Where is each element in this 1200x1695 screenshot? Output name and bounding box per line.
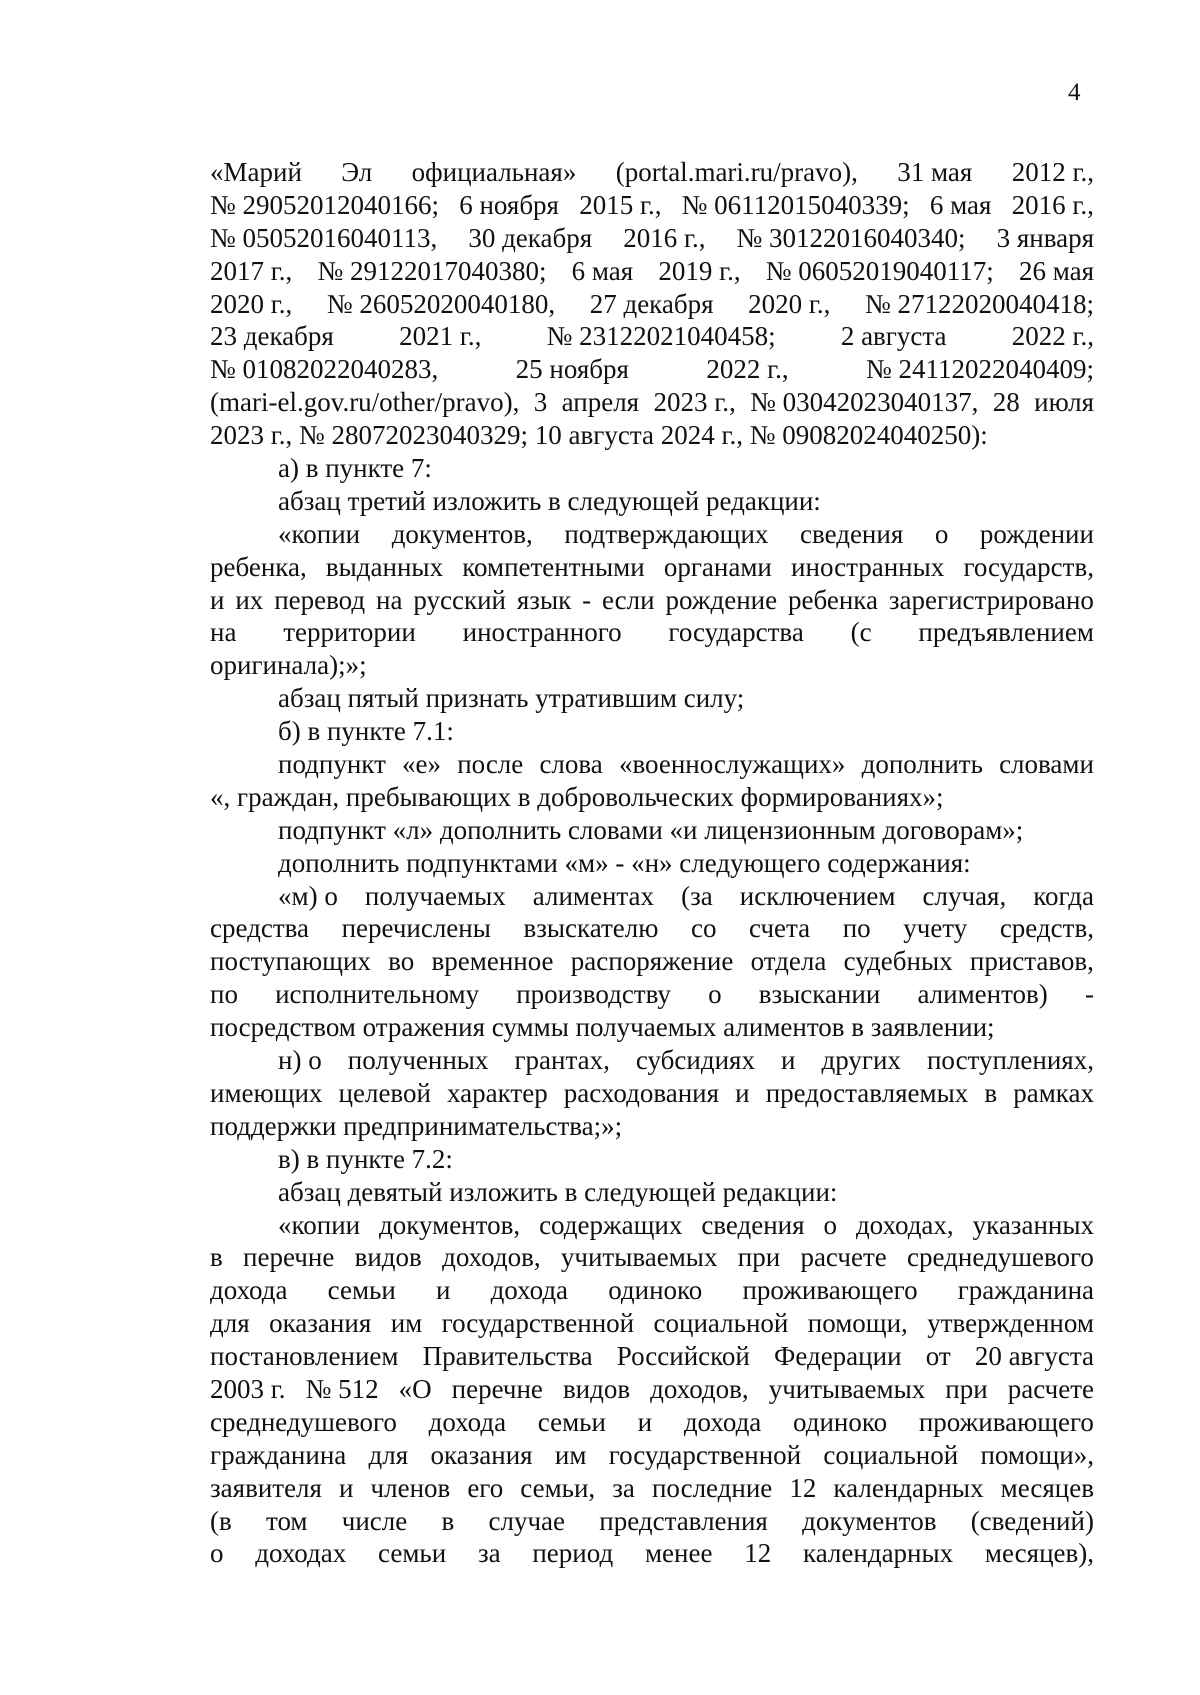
text-segment: среднедушевого <box>907 1242 1094 1273</box>
text-segment: на <box>376 584 403 615</box>
text-segment: перевод <box>274 584 366 615</box>
text-segment: 3 января <box>996 222 1094 253</box>
text-segment: исключением <box>739 880 896 911</box>
text-line <box>210 386 1094 419</box>
text-segment: период <box>532 1538 614 1569</box>
text-segment: в <box>441 1505 455 1536</box>
text-segment: территории <box>283 617 416 648</box>
text-segment: и <box>735 1077 750 1108</box>
text-segment: № 512 <box>305 1373 379 1404</box>
text-segment: гражданина <box>210 1439 347 1470</box>
text-segment: рождении <box>979 518 1094 549</box>
text-segment: 2023 г., № 28072023040329; 10 августа 2024 г., № 09082024040250): <box>210 420 988 451</box>
text-line <box>210 353 1094 386</box>
text-line <box>210 616 1094 649</box>
text-segment: 2023 г., <box>653 387 736 418</box>
text-line <box>210 288 1094 321</box>
text-segment: последние <box>651 1472 773 1503</box>
text-segment: счета <box>749 913 811 944</box>
text-segment: и <box>781 1045 796 1076</box>
text-line <box>210 584 1094 617</box>
text-segment: за <box>477 1538 501 1569</box>
text-segment: грантах, <box>514 1045 610 1076</box>
text-segment: учитываемых <box>560 1242 718 1273</box>
text-line <box>210 880 1094 913</box>
text-segment: менее <box>644 1538 713 1569</box>
text-line <box>210 912 1094 945</box>
text-line <box>210 1143 1094 1176</box>
text-segment: дополнить <box>861 749 983 780</box>
text-segment: производству <box>516 979 671 1010</box>
text-segment: 2020 г., <box>210 288 293 319</box>
text-segment: для <box>210 1308 250 1339</box>
text-segment: календарных <box>833 1472 984 1503</box>
text-segment: семьи <box>378 1538 447 1569</box>
text-segment: гражданина <box>957 1275 1094 1306</box>
text-line <box>210 1274 1094 1307</box>
text-segment: и <box>339 1472 354 1503</box>
text-segment: «военнослужащих» <box>618 749 846 780</box>
text-segment: средства <box>210 913 310 944</box>
text-line <box>210 781 1094 814</box>
text-segment: при <box>737 1242 781 1273</box>
text-segment: перечне <box>451 1373 543 1404</box>
text-segment: временное <box>431 946 554 977</box>
text-segment: иностранного <box>462 617 622 648</box>
text-segment: апреля <box>561 387 640 418</box>
text-segment: после <box>457 749 524 780</box>
text-segment: перечне <box>243 1242 335 1273</box>
text-segment: том <box>266 1505 308 1536</box>
text-segment: при <box>945 1373 988 1404</box>
text-segment: 12 <box>744 1538 772 1569</box>
text-segment: распоряжение <box>570 946 734 977</box>
text-segment: государств, <box>963 551 1094 582</box>
text-segment: в <box>210 1242 223 1273</box>
text-segment: 25 ноября <box>515 354 629 385</box>
text-segment: 6 ноября <box>459 189 559 220</box>
text-segment: одиноко <box>608 1275 703 1306</box>
text-segment: семьи, <box>520 1472 596 1503</box>
text-line <box>210 814 1094 847</box>
text-segment: за <box>612 1472 635 1503</box>
text-segment: когда <box>1033 880 1094 911</box>
text-segment: (сведений) <box>970 1505 1094 1536</box>
text-segment: Правительства <box>422 1341 593 1372</box>
text-line <box>210 222 1094 255</box>
text-segment: подпункт «л» дополнить словами «и лицензионным договорам»; <box>278 814 1024 845</box>
text-line <box>210 255 1094 288</box>
text-segment: № 26052020040180, <box>326 288 556 319</box>
text-line <box>210 945 1094 978</box>
text-segment: и <box>210 584 225 615</box>
text-segment: - <box>582 584 592 615</box>
text-segment: документов, <box>379 1209 521 1240</box>
text-segment: 6 мая <box>571 255 634 286</box>
text-segment: поступлениях, <box>926 1045 1094 1076</box>
text-line <box>210 1110 1094 1143</box>
text-segment: государственной <box>608 1439 802 1470</box>
text-segment: 23 декабря <box>210 321 334 352</box>
text-segment: средств, <box>999 913 1094 944</box>
text-segment: сведения <box>800 518 904 549</box>
text-segment: других <box>821 1045 901 1076</box>
text-segment: во <box>388 946 415 977</box>
text-segment: оказания <box>430 1439 533 1470</box>
text-segment: числе <box>341 1505 408 1536</box>
text-segment: учету <box>903 913 968 944</box>
text-segment: органами <box>663 551 772 582</box>
text-segment: целевой <box>338 1077 431 1108</box>
text-line <box>210 1209 1094 1242</box>
text-segment: доходов, <box>650 1373 749 1404</box>
text-segment: «м) о <box>278 880 338 911</box>
text-line <box>210 551 1094 584</box>
text-segment: 20 августа <box>974 1341 1094 1372</box>
text-segment: 26 мая <box>1018 255 1094 286</box>
text-segment: 2021 г., <box>399 321 482 352</box>
text-segment: проживающего <box>918 1406 1094 1437</box>
text-segment: месяцев <box>1000 1472 1094 1503</box>
text-segment: государства <box>668 617 804 648</box>
text-segment: абзац третий изложить в следующей редакции: <box>278 485 821 516</box>
text-line <box>210 748 1094 781</box>
text-line <box>210 1077 1094 1110</box>
text-segment: и <box>637 1406 653 1437</box>
text-segment: алиментах <box>532 880 655 911</box>
text-line <box>210 649 1094 682</box>
text-line <box>210 1537 1094 1570</box>
text-segment: по <box>210 979 238 1010</box>
text-segment: н) о <box>278 1045 322 1076</box>
text-segment: взыскателю <box>523 913 659 944</box>
text-line <box>210 847 1094 880</box>
text-segment: указанных <box>972 1209 1094 1240</box>
text-segment: календарных <box>803 1538 954 1569</box>
text-segment: «Марий <box>210 157 302 187</box>
text-segment: (portal.mari.ru/pravo), <box>615 157 858 187</box>
text-segment: июля <box>1034 387 1094 418</box>
text-segment: 27 декабря <box>589 288 714 319</box>
text-segment: 2003 г. <box>210 1373 286 1404</box>
text-segment: «копии <box>278 518 361 549</box>
text-segment: (mari-el.gov.ru/other/pravo), <box>210 387 520 418</box>
text-segment: № 05052016040113, <box>210 222 438 253</box>
text-segment: словами <box>999 749 1094 780</box>
text-segment: со <box>690 913 717 944</box>
text-segment: на <box>210 617 237 648</box>
text-line <box>210 320 1094 353</box>
text-segment: 30 декабря <box>468 222 593 253</box>
text-segment: характер <box>447 1077 548 1108</box>
text-segment: им <box>554 1439 587 1470</box>
text-segment: компетентными <box>462 551 645 582</box>
text-segment: дохода <box>683 1406 762 1437</box>
text-segment: а) в пункте 7: <box>278 453 432 484</box>
text-segment: 31 мая <box>897 157 973 187</box>
text-segment: заявителя <box>210 1472 322 1503</box>
text-segment: 12 <box>789 1472 817 1503</box>
text-segment: расчете <box>1007 1373 1094 1404</box>
text-line <box>210 682 1094 715</box>
text-segment: им <box>390 1308 423 1339</box>
text-segment: рождение <box>665 584 778 615</box>
text-segment: имеющих <box>210 1077 323 1108</box>
text-segment: расчете <box>800 1242 887 1273</box>
text-segment: перечислены <box>341 913 491 944</box>
text-segment: официальная» <box>411 157 577 187</box>
text-segment: месяцев), <box>984 1538 1094 1569</box>
text-segment: предоставляемых <box>765 1077 969 1108</box>
text-line <box>210 1340 1094 1373</box>
text-segment: 2016 г., <box>623 222 706 253</box>
text-segment: ребенка <box>787 584 878 615</box>
text-line <box>210 452 1094 485</box>
text-segment: № 30122016040340; <box>736 222 966 253</box>
text-segment: дополнить подпунктами «м» - «н» следующего содержания: <box>278 847 971 878</box>
text-line <box>210 1241 1094 1274</box>
text-line <box>210 1307 1094 1340</box>
text-segment: № 29122017040380; <box>317 255 547 286</box>
text-segment: язык <box>516 584 572 615</box>
text-segment: видов <box>562 1373 631 1404</box>
text-segment: 2015 г., <box>579 189 662 220</box>
text-segment: помощи», <box>980 1439 1094 1470</box>
text-segment: случае <box>488 1505 566 1536</box>
text-line <box>210 1406 1094 1439</box>
text-segment: государственной <box>441 1308 635 1339</box>
text-segment: документов <box>802 1505 937 1536</box>
text-segment: ребенка, <box>210 551 307 582</box>
text-segment: 2017 г., <box>210 255 293 286</box>
text-line <box>210 419 1094 452</box>
text-line <box>210 978 1094 1011</box>
page-number: 4 <box>1068 79 1081 106</box>
text-segment: в) в пункте 7.2: <box>278 1143 453 1174</box>
text-segment: случая, <box>922 880 1007 911</box>
text-segment: оказания <box>269 1308 372 1339</box>
text-segment: взыскании <box>758 979 881 1010</box>
text-segment: дохода <box>210 1275 288 1306</box>
text-segment: № 06052019040117; <box>765 255 994 286</box>
text-segment: одиноко <box>793 1406 888 1437</box>
text-segment: подтверждающих <box>564 518 769 549</box>
text-segment: проживающего <box>742 1275 918 1306</box>
text-segment: субсидиях <box>635 1045 755 1076</box>
text-segment: посредством отражения суммы получаемых алиментов в заявлении; <box>210 1012 995 1043</box>
text-segment: (в <box>210 1505 232 1536</box>
text-segment: «е» <box>402 749 442 780</box>
text-segment: содержащих <box>539 1209 683 1240</box>
text-segment: о <box>823 1209 837 1240</box>
text-segment: № 27122020040418; <box>864 288 1094 319</box>
text-segment: получаемых <box>364 880 506 911</box>
text-segment: 2012 г., <box>1011 157 1094 187</box>
text-segment: русский <box>413 584 506 615</box>
text-segment: приставов, <box>969 946 1094 977</box>
text-segment: рамках <box>1013 1077 1094 1108</box>
text-segment: по <box>842 913 871 944</box>
text-segment: 2016 г., <box>1011 189 1094 220</box>
text-segment: дохода <box>490 1275 569 1306</box>
text-segment: членов <box>370 1472 451 1503</box>
text-line <box>210 1176 1094 1209</box>
text-segment: поддержки предпринимательства;»; <box>210 1110 623 1141</box>
text-segment: дохода <box>428 1406 507 1437</box>
text-segment: доходах <box>255 1538 347 1569</box>
text-segment: выданных <box>325 551 444 582</box>
text-line <box>210 1373 1094 1406</box>
text-segment: - <box>1084 979 1094 1010</box>
text-line <box>210 485 1094 518</box>
text-segment: доходах, <box>855 1209 954 1240</box>
text-segment: поступающих <box>210 946 371 977</box>
document-body <box>210 156 1094 1570</box>
text-segment: подпункт <box>278 749 386 780</box>
text-segment: семьи <box>537 1406 606 1437</box>
text-segment: в <box>984 1077 998 1108</box>
text-line <box>210 156 1094 189</box>
text-segment: № 23122021040458; <box>546 321 776 352</box>
text-segment: Федерации <box>774 1341 902 1372</box>
text-segment: «О <box>398 1373 432 1404</box>
text-segment: видов <box>354 1242 422 1273</box>
text-segment: о <box>210 1538 224 1569</box>
text-segment: 2 августа <box>840 321 947 352</box>
text-segment: расходования <box>563 1077 720 1108</box>
text-segment: его <box>467 1472 504 1503</box>
text-segment: исполнительному <box>275 979 480 1010</box>
text-segment: № 03042023040137, <box>750 387 979 418</box>
text-segment: если <box>602 584 655 615</box>
text-segment: документов, <box>391 518 533 549</box>
text-segment: 2020 г., <box>748 288 831 319</box>
text-segment: судебных <box>843 946 953 977</box>
text-segment: (с <box>850 617 872 648</box>
text-segment: абзац девятый изложить в следующей редакции: <box>278 1176 838 1207</box>
text-segment: Эл <box>341 157 373 187</box>
text-segment: полученных <box>347 1045 489 1076</box>
text-line <box>210 1011 1094 1044</box>
text-segment: б) в пункте 7.1: <box>278 716 454 747</box>
text-segment: среднедушевого <box>210 1406 397 1437</box>
text-segment: от <box>925 1341 951 1372</box>
text-segment: социальной <box>823 1439 959 1470</box>
text-segment: № 24112022040409; <box>865 354 1094 385</box>
text-segment: абзац пятый признать утратившим силу; <box>278 683 745 714</box>
text-segment: утвержденном <box>927 1308 1094 1339</box>
text-line <box>210 715 1094 748</box>
text-segment: «копии <box>278 1209 361 1240</box>
text-segment: для <box>368 1439 409 1470</box>
text-segment: о <box>934 518 949 549</box>
text-segment: № 29052012040166; <box>210 189 440 220</box>
text-segment: № 06112015040339; <box>681 189 910 220</box>
text-segment: № 01082022040283, <box>210 354 439 385</box>
text-segment: 2019 г., <box>658 255 741 286</box>
text-line <box>210 1472 1094 1505</box>
text-segment: их <box>235 584 264 615</box>
text-line <box>210 1044 1094 1077</box>
text-segment: иностранных <box>791 551 945 582</box>
text-segment: и <box>435 1275 451 1306</box>
text-segment: представления <box>599 1505 768 1536</box>
text-segment: (за <box>681 880 713 911</box>
text-segment: отдела <box>750 946 827 977</box>
text-segment: 28 <box>992 387 1020 418</box>
text-segment: 2022 г., <box>1011 321 1094 352</box>
text-segment: 2022 г., <box>706 354 789 385</box>
text-segment: «, граждан, пребывающих в добровольческих формированиях»; <box>210 781 944 812</box>
text-segment: социальной <box>653 1308 789 1339</box>
text-segment: зарегистрировано <box>888 584 1094 615</box>
text-segment: предъявлением <box>918 617 1094 648</box>
text-segment: доходов, <box>442 1242 541 1273</box>
text-segment: 3 <box>533 387 548 418</box>
text-segment: постановлением <box>210 1341 399 1372</box>
text-segment: оригинала);»; <box>210 650 367 681</box>
text-segment: слова <box>539 749 603 780</box>
text-segment: Российской <box>616 1341 750 1372</box>
text-segment: сведения <box>701 1209 805 1240</box>
text-segment: о <box>708 979 722 1010</box>
text-line <box>210 518 1094 551</box>
text-segment: 6 мая <box>929 189 992 220</box>
text-segment: семьи <box>327 1275 396 1306</box>
text-segment: помощи, <box>807 1308 908 1339</box>
text-line <box>210 189 1094 222</box>
text-line <box>210 1439 1094 1472</box>
text-line <box>210 1505 1094 1538</box>
text-segment: учитываемых <box>768 1373 926 1404</box>
text-segment: алиментов) <box>917 979 1048 1010</box>
